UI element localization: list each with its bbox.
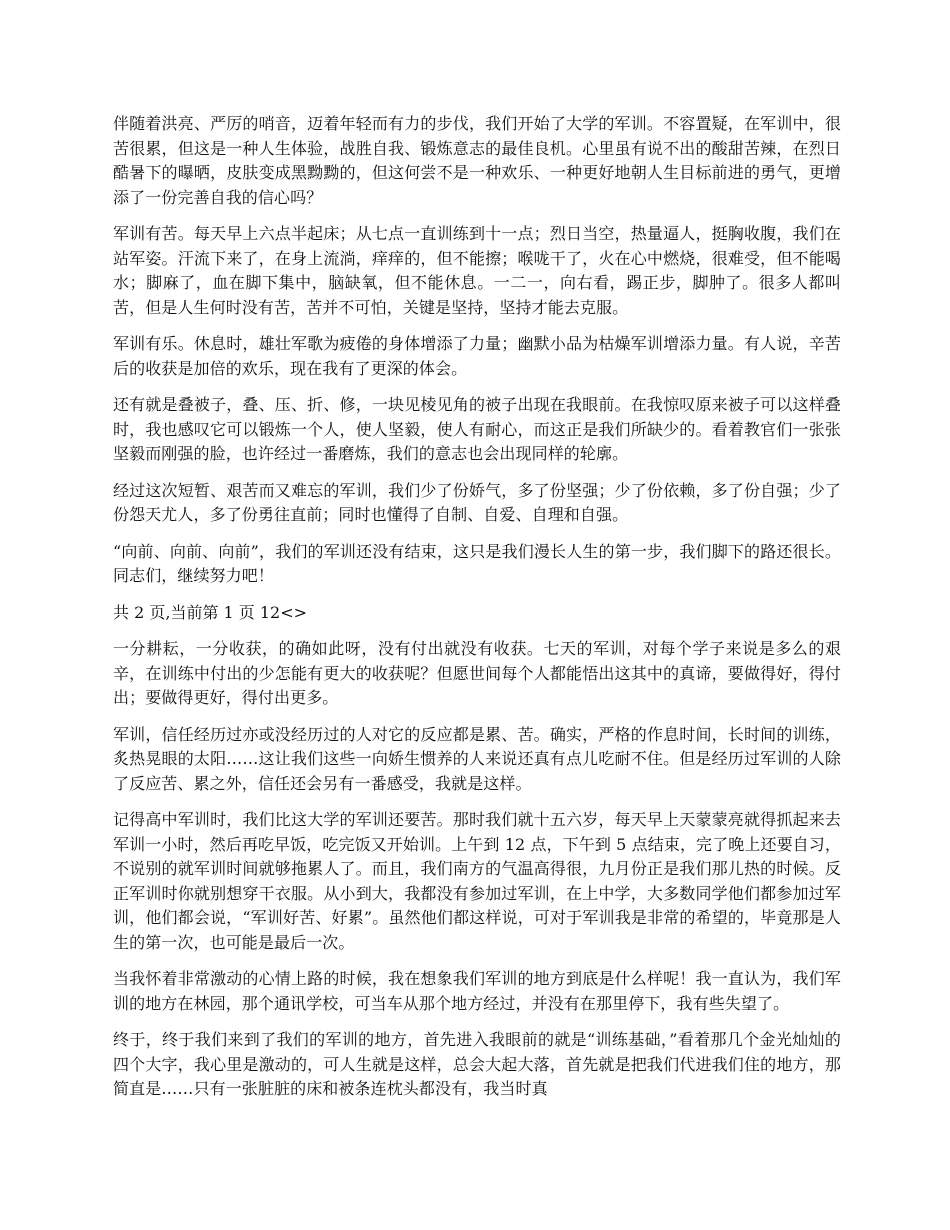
paragraph: 记得高中军训时，我们比这大学的军训还要苦。那时我们就十五六岁，每天早上天蒙蒙亮就得抓起来去军训一小时，然后再吃早饭，吃完饭又开始训。上午到 12 点，下午到 5 点结束，完了晚上还要自习，不说别的就军训时间就够拖累人了。而且，我们南方的气温高得很，九月份正是我们那儿热的时候。反正军训时你就别想穿干衣服。从小到大，我都没有参加过军训，在上中学，大多数同学他们都参加过军训，他们都会说，“军训好苦、好累”。虽然他们都这样说，可对于军训我是非常的希望的，毕竟那是人生的第一次，也可能是最后一次。 (113, 810, 841, 952)
paragraph: 军训有乐。休息时，雄壮军歌为疲倦的身体增添了力量；幽默小品为枯燥军训增添力量。有人说，辛苦后的收获是加倍的欢乐，现在我有了更深的体会。 (113, 334, 841, 378)
paragraph: 终于，终于我们来到了我们的军训的地方，首先进入我眼前的就是“训练基础，”看着那几个金光灿灿的四个大字，我心里是激动的，可人生就是这样，总会大起大落，首先就是把我们代进我们住的地方，那简直是……只有一张脏脏的床和被条连枕头都没有，我当时真 (113, 1030, 841, 1098)
paragraph: 一分耕耘，一分收获，的确如此呀，没有付出就没有收获。七天的军训，对每个学子来说是多么的艰辛，在训练中付出的少怎能有更大的收获呢？但愿世间每个人都能悟出这其中的真谛，要做得好，得付出；要做得更好，得付出更多。 (113, 639, 841, 707)
paragraph: 军训，信任经历过亦或没经历过的人对它的反应都是累、苦。确实，严格的作息时间，长时间的训练，炙热晃眼的太阳……这让我们这些一向娇生惯养的人来说还真有点儿吃耐不住。但是经历过军训的人除了反应苦、累之外，信任还会另有一番感受，我就是这样。 (113, 724, 841, 793)
paragraph: 还有就是叠被子，叠、压、折、修，一块见棱见角的被子出现在我眼前。在我惊叹原来被子可以这样叠时，我也感叹它可以锻炼一个人，使人坚毅，使人有耐心，而这正是我们所缺少的。看着教官们一张张坚毅而刚强的脸，也许经过一番磨炼，我们的意志也会出现同样的轮廓。 (113, 395, 841, 463)
paragraph: 当我怀着非常激动的心情上路的时候，我在想象我们军训的地方到底是什么样呢！我一直认为，我们军训的地方在林园，那个通讯学校，可当车从那个地方经过，并没有在那里停下，我有些失望了。 (113, 969, 841, 1013)
pagination-text[interactable]: 共 2 页,当前第 1 页 12<> (113, 602, 308, 622)
document-page (113, 112, 841, 1114)
paragraph: 伴随着洪亮、严厉的哨音，迈着年轻而有力的步伐，我们开始了大学的军训。不容置疑，在军训中，很苦很累，但这是一种人生体验，战胜自我、锻炼意志的最佳良机。心里虽有说不出的酸甜苦辣，在烈日酷暑下的曝晒，皮肤变成黑黝黝的，但这何尝不是一种欢乐、一种更好地朝人生目标前进的勇气，更增添了一份完善自我的信心吗？ (113, 114, 841, 207)
paragraph: 军训有苦。每天早上六点半起床；从七点一直训练到十一点；烈日当空，热量逼人，挺胸收腹，我们在站军姿。汗流下来了，在身上流淌，痒痒的，但不能擦；喉咙干了，火在心中燃烧，很难受，但不能喝水；脚麻了，血在脚下集中，脑缺氧，但不能休息。一二一，向右看，踢正步，脚肿了。很多人都叫苦，但是人生何时没有苦，苦并不可怕，关键是坚持，坚持才能去克服。 (113, 224, 841, 317)
paragraph: 经过这次短暂、艰苦而又难忘的军训，我们少了份娇气，多了份坚强；少了份依赖，多了份自强；少了份怨天尤人，多了份勇往直前；同时也懂得了自制、自爱、自理和自强。 (113, 480, 841, 524)
paragraph: “向前、向前、向前”，我们的军训还没有结束，这只是我们漫长人生的第一步，我们脚下的路还很长。同志们，继续努力吧！ (113, 541, 841, 585)
